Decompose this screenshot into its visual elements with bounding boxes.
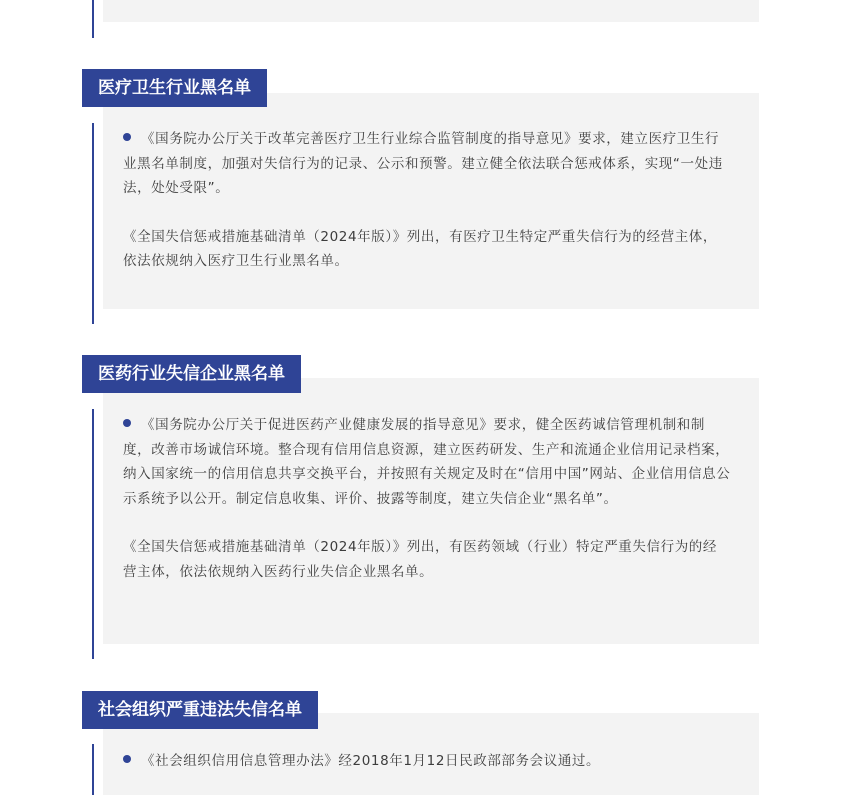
bullet-dot-icon — [123, 133, 131, 141]
bullet-dot-icon — [123, 419, 131, 427]
section-paragraph: 《全国失信惩戒措施基础清单（2024年版）》列出，有医药领域（行业）特定严重失信行为的经营主体，依法依规纳入医药行业失信企业黑名单。 — [123, 539, 718, 580]
section-title-social-org-list: 社会组织严重违法失信名单 — [82, 691, 318, 729]
section-title-medical-blacklist: 医疗卫生行业黑名单 — [82, 69, 267, 107]
section-box-pharma-blacklist — [103, 378, 759, 644]
section-paragraph — [123, 127, 731, 201]
section-paragraph: 《全国失信惩戒措施基础清单（2024年版）》列出，有医疗卫生特定严重失信行为的经营主体，依法依规纳入医疗卫生行业黑名单。 — [123, 228, 718, 269]
bullet-dot-icon — [123, 755, 131, 763]
section-accent-line — [92, 744, 94, 795]
paragraph-text: 《社会组织信用信息管理办法》经2018年1月12日民政部部务会议通过。 — [141, 753, 601, 769]
section-accent-line — [92, 123, 94, 324]
previous-section-box — [103, 0, 759, 22]
section-box-medical-blacklist — [103, 93, 759, 309]
paragraph-text: 《国务院办公厅关于改革完善医疗卫生行业综合监管制度的指导意见》要求，建立医疗卫生行业黑名单制度，加强对失信行为的记录、公示和预警。建立健全依法联合惩戒体系，实现“一处违法，处处受限”。 — [123, 131, 723, 196]
section-paragraph — [123, 749, 731, 774]
section-accent-line — [92, 409, 94, 659]
section-title-pharma-blacklist: 医药行业失信企业黑名单 — [82, 355, 301, 393]
paragraph-text: 《国务院办公厅关于促进医药产业健康发展的指导意见》要求，健全医药诚信管理机制和制度，改善市场诚信环境。整合现有信用信息资源，建立医药研发、生产和流通企业信用记录档案，纳入国家统一的信用信息共享交换平台，并按照有关规定及时在“信用中国”网站、企业信用信息公示系统予以公开。制定信息收集、评价、披露等制度，建立失信企业“黑名单”。 — [123, 417, 731, 507]
previous-section-accent-line — [92, 0, 94, 38]
section-paragraph — [123, 413, 731, 511]
